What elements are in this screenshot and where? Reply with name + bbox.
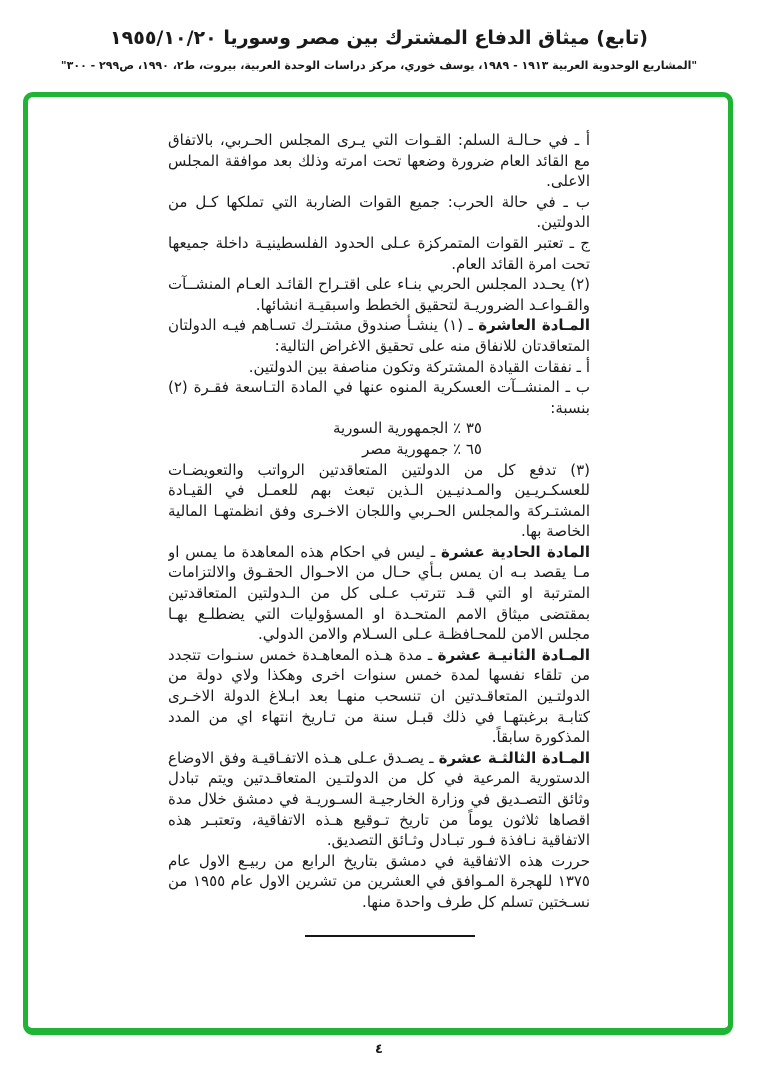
header-title: (تابع) ميثاق الدفاع المشترك بين مصر وسوريا ١٩٥٥/١٠/٢٠: [110, 27, 648, 49]
article-12: المـادة الثانيـة عشرة ـ مدة هـذه المعاهـدة خمس سنـوات تتجدد من تلقاء نفسها لمدة خمس سنوات اخرى وهكذا ولاي دولة من الدولتـين المتعاقـدتين ان تنسحب منهـا بعد ابـلاغ الدولة الاخـرى كتابـة برغبتهـا في ذلك قبـل سنة من تـاريخ انتهاء اي من المدد المذكورة سابقاً.: [168, 645, 590, 747]
document-header: [0, 27, 758, 72]
closing-paragraph: حررت هذه الاتفاقية في دمشق بتاريخ الرابع من ربيـع الاول عام ١٣٧٥ للهجرة المـوافق في العشرين من تشرين الاول عام ١٩٥٥ من نسـختين تسلم كل طرف واحدة منها.: [168, 851, 590, 911]
article-11: المادة الحادية عشرة ـ ليس في احكام هذه المعاهدة ما يمس او مـا يقصد بـه ان يمس بـأي حـال من الاحـوال الحقـوق والالتزامات المترتبة او التي قـد تترتب عـلى كل من الـدولتين المتعاقدتين بمقتضى ميثاق الامم المتحـدة او المسؤوليات التي يضطلـع بهـا مجلس الامن للمحـافظـة عـلى السـلام والامن الدولي.: [168, 542, 590, 644]
article-13: المـادة الثالثـة عشرة ـ يصـدق عـلى هـذه الاتفـاقيـة وفق الاوضاع الدستورية المرعية في كل من الدولتـين المتعاقـدتين ويتم تبادل وثائق التصـديق في وزارة الخارجيـة السـوريـة في دمشق خلال مدة اقصاها ثلاثون يوماً من تاريخ تـوقيع هـذه الاتفاقية، وتعتبـر هذه الاتفاقية نـافذة فـور تبـادل وثـائق التصديق.: [168, 748, 590, 850]
clause-b-military-installations: ب ـ المنشــآت العسكرية المنوه عنها في المادة التـاسعة فقـرة (٢) بنسبة:: [168, 378, 590, 417]
clause-b-war: ب ـ في حالة الحرب: جميع القوات الضاربة التي تملكها كـل من الدولتين.: [168, 192, 590, 232]
clause-c-border-forces: ج ـ تعتبر القوات المتمركزة عـلى الحدود الفلسطينيـة داخلة جميعها تحت امرة القائد العام.: [168, 233, 590, 273]
clause-3-salaries: (٣) تدفع كل من الدولتين المتعاقدتين الرواتب والتعويضـات للعسكـريـين والمـدنيـين الـذين تبعث بهم للعمـل في القيـادة المشتـركة والمجلس الحـربي واللجان الاخـرى وفق انظمتهـا المالية الخاصة بها.: [168, 460, 590, 541]
ratio-syria: ٣٥ ٪ الجمهورية السورية: [332, 419, 482, 438]
ratio-egypt: ٦٥ ٪ جمهورية مصر: [362, 439, 482, 458]
article-10: المـادة العاشرة ـ (١) ينشـأ صندوق مشتـرك تسـاهم فيـه الدولتان المتعاقدتان للانفاق منه على تحقيق الاغراض التالية:: [168, 316, 590, 355]
clause-a-expenses: أ ـ نفقات القيادة المشتركة وتكون مناصفة بين الدولتين.: [248, 357, 590, 376]
header-source-citation: "المشاريع الوحدوية العربية ١٩١٣ - ١٩٨٩، يوسف خوري، مركز دراسات الوحدة العربية، بيروت، ط٢، ١٩٩٠، ص٢٩٩ - ٣٠٠": [60, 59, 698, 72]
clause-a-peace: أ ـ في حـالـة السلم: القـوات التي يـرى المجلس الحـربي، بالاتفاق مع القائد العام ضرورة وضعها تحت امرته وذلك بعد موافقة المجلس الاعلى.: [168, 131, 590, 191]
clause-2-installations: (٢) يحـدد المجلس الحربي بنـاء على اقتـراح القائـد العـام المنشــآت والقـواعـد الضروريـة لتحقيق الخطط واسبقيـة انشائها.: [168, 275, 590, 314]
end-separator-rule: [305, 935, 475, 937]
page-number: ٤: [375, 1042, 383, 1057]
document-body: [168, 130, 590, 937]
